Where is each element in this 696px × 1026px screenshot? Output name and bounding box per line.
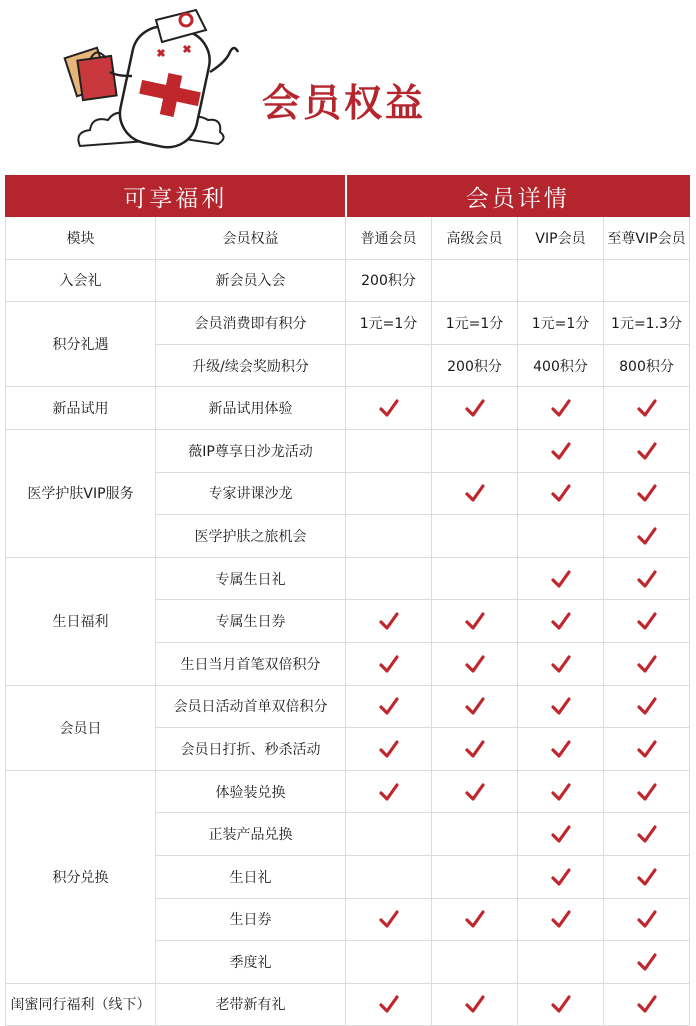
checkmark-icon: [518, 387, 604, 430]
checkmark-icon: [518, 472, 604, 515]
checkmark-icon: [432, 387, 518, 430]
checkmark-icon: [604, 685, 690, 728]
checkmark-icon: [518, 728, 604, 771]
checkmark-icon: [518, 685, 604, 728]
tier-value-cell: 1元=1分: [432, 302, 518, 345]
tier-value-cell: [518, 259, 604, 302]
table-row: [6, 557, 690, 600]
checkmark-icon: [346, 770, 432, 813]
benefit-cell: 专属生日券: [156, 600, 346, 643]
band-available-benefits: 可享福利: [6, 176, 346, 217]
tier-value-cell: [346, 429, 432, 472]
tier-value-cell: 400积分: [518, 344, 604, 387]
checkmark-icon: [518, 600, 604, 643]
benefit-cell: 生日券: [156, 898, 346, 941]
table-row: [6, 983, 690, 1026]
tier-value-cell: [604, 259, 690, 302]
tier-value-cell: [432, 855, 518, 898]
tier-value-cell: [518, 515, 604, 558]
benefit-cell: 专属生日礼: [156, 557, 346, 600]
tier-value-cell: 1元=1分: [518, 302, 604, 345]
checkmark-icon: [432, 642, 518, 685]
module-cell: 会员日: [6, 685, 156, 770]
checkmark-icon: [604, 898, 690, 941]
checkmark-icon: [346, 728, 432, 771]
checkmark-icon: [604, 515, 690, 558]
checkmark-icon: [604, 387, 690, 430]
checkmark-icon: [604, 983, 690, 1026]
benefit-cell: 生日当月首笔双倍积分: [156, 642, 346, 685]
checkmark-icon: [604, 813, 690, 856]
checkmark-icon: [518, 557, 604, 600]
tier-value-cell: [346, 813, 432, 856]
table-row: [6, 685, 690, 728]
checkmark-icon: [432, 728, 518, 771]
checkmark-icon: [432, 898, 518, 941]
checkmark-icon: [346, 387, 432, 430]
checkmark-icon: [518, 813, 604, 856]
checkmark-icon: [518, 898, 604, 941]
checkmark-icon: [346, 983, 432, 1026]
checkmark-icon: [604, 642, 690, 685]
hero-banner: [0, 0, 696, 172]
table-row: [6, 429, 690, 472]
column-header-module: 模块: [6, 217, 156, 260]
table-band-header: [6, 176, 690, 217]
tier-value-cell: [432, 429, 518, 472]
tier-value-cell: 1元=1.3分: [604, 302, 690, 345]
tier-value-cell: [432, 557, 518, 600]
checkmark-icon: [604, 429, 690, 472]
table-row: [6, 302, 690, 345]
tier-value-cell: [518, 941, 604, 984]
benefit-cell: 老带新有礼: [156, 983, 346, 1026]
checkmark-icon: [346, 898, 432, 941]
checkmark-icon: [518, 642, 604, 685]
checkmark-icon: [432, 600, 518, 643]
column-header-row: [6, 217, 690, 260]
benefit-cell: 新会员入会: [156, 259, 346, 302]
benefit-cell: 升级/续会奖励积分: [156, 344, 346, 387]
checkmark-icon: [604, 770, 690, 813]
tier-value-cell: [346, 557, 432, 600]
tier-value-cell: [432, 941, 518, 984]
column-header-supreme-vip-member: 至尊VIP会员: [604, 217, 690, 260]
column-header-senior-member: 高级会员: [432, 217, 518, 260]
column-header-vip-member: VIP会员: [518, 217, 604, 260]
tier-value-cell: 800积分: [604, 344, 690, 387]
tier-value-cell: [346, 855, 432, 898]
column-header-benefit: 会员权益: [156, 217, 346, 260]
benefits-table: [5, 175, 690, 1026]
benefit-cell: 医学护肤之旅机会: [156, 515, 346, 558]
benefit-cell: 会员日打折、秒杀活动: [156, 728, 346, 771]
tier-value-cell: [432, 259, 518, 302]
column-header-regular-member: 普通会员: [346, 217, 432, 260]
checkmark-icon: [432, 685, 518, 728]
benefit-cell: 会员消费即有积分: [156, 302, 346, 345]
checkmark-icon: [604, 855, 690, 898]
module-cell: 积分兑换: [6, 770, 156, 983]
benefit-cell: 新品试用体验: [156, 387, 346, 430]
checkmark-icon: [432, 770, 518, 813]
checkmark-icon: [518, 983, 604, 1026]
checkmark-icon: [518, 855, 604, 898]
table-row: [6, 259, 690, 302]
checkmark-icon: [346, 642, 432, 685]
checkmark-icon: [604, 728, 690, 771]
checkmark-icon: [432, 983, 518, 1026]
checkmark-icon: [518, 770, 604, 813]
tier-value-cell: 200积分: [346, 259, 432, 302]
checkmark-icon: [518, 429, 604, 472]
benefit-cell: 生日礼: [156, 855, 346, 898]
checkmark-icon: [604, 472, 690, 515]
tier-value-cell: 200积分: [432, 344, 518, 387]
checkmark-icon: [432, 472, 518, 515]
checkmark-icon: [604, 941, 690, 984]
tier-value-cell: [346, 941, 432, 984]
benefit-cell: 正装产品兑换: [156, 813, 346, 856]
checkmark-icon: [346, 600, 432, 643]
checkmark-icon: [604, 557, 690, 600]
tier-value-cell: [346, 344, 432, 387]
page-title: 会员权益: [262, 81, 427, 125]
checkmark-icon: [604, 600, 690, 643]
module-cell: 医学护肤VIP服务: [6, 429, 156, 557]
benefit-cell: 会员日活动首单双倍积分: [156, 685, 346, 728]
band-member-details: 会员详情: [346, 176, 690, 217]
module-cell: 闺蜜同行福利（线下）: [6, 983, 156, 1026]
table-row: [6, 387, 690, 430]
benefit-cell: 季度礼: [156, 941, 346, 984]
tier-value-cell: [346, 515, 432, 558]
tier-value-cell: [432, 515, 518, 558]
tier-value-cell: [432, 813, 518, 856]
benefit-cell: 体验装兑换: [156, 770, 346, 813]
benefit-cell: 薇IP尊享日沙龙活动: [156, 429, 346, 472]
module-cell: 积分礼遇: [6, 302, 156, 387]
checkmark-icon: [346, 685, 432, 728]
benefit-cell: 专家讲课沙龙: [156, 472, 346, 515]
shopping-mascot-illustration: [60, 6, 260, 166]
module-cell: 新品试用: [6, 387, 156, 430]
tier-value-cell: 1元=1分: [346, 302, 432, 345]
table-row: [6, 770, 690, 813]
module-cell: 生日福利: [6, 557, 156, 685]
module-cell: 入会礼: [6, 259, 156, 302]
tier-value-cell: [346, 472, 432, 515]
table-body: [6, 259, 690, 1026]
